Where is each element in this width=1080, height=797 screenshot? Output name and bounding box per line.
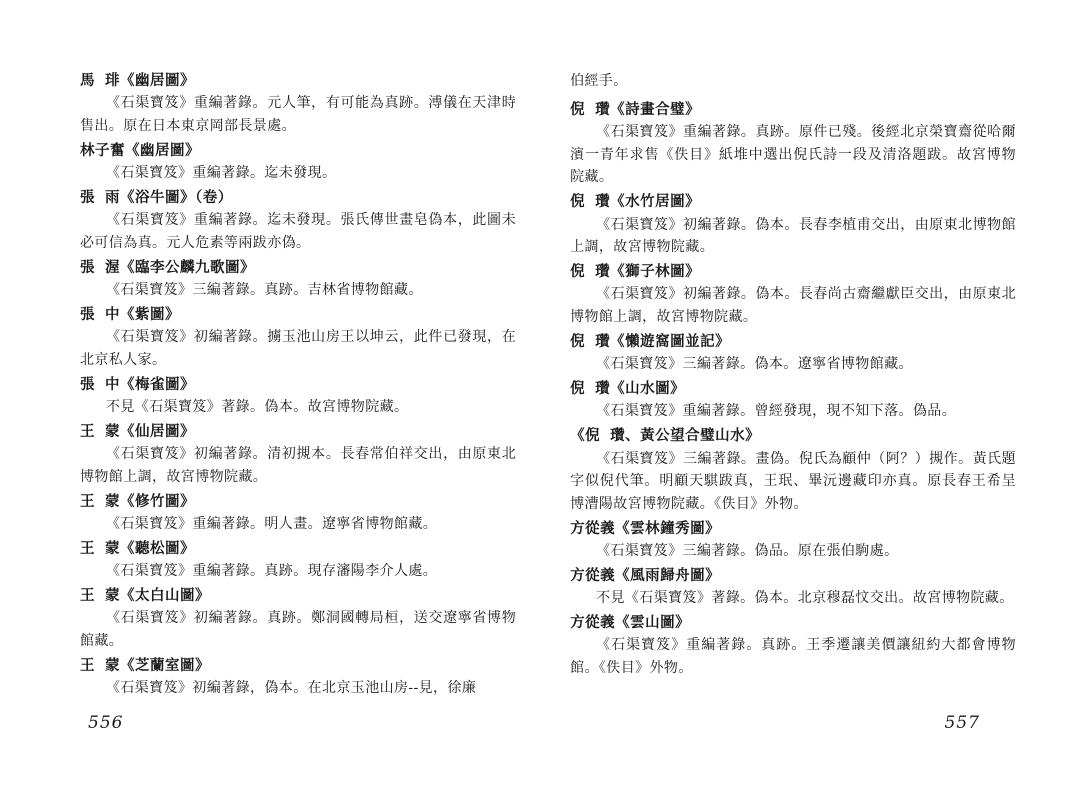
entry-heading [80,491,520,513]
continued-text: 伯經手。 [570,73,628,89]
entry-note: 《石渠寶笈》重編著錄。真跡。現存瀋陽李介人處。 [106,563,438,580]
painter-name: 張 [80,188,95,206]
catalog-entry [570,518,1020,563]
painter-name: 方從義 [570,519,616,537]
work-title: 蒙《仙居圖》 [105,422,195,440]
catalog-entry [570,378,1020,423]
entry-heading [570,518,1020,540]
page-number-left: 556 [88,713,124,733]
catalog-entry [570,261,1020,329]
catalog-entry [80,538,520,583]
entry-heading [570,99,1020,121]
painter-name: 倪 [570,332,586,350]
entry-heading [570,378,1020,400]
entry-heading [80,140,520,162]
work-title: 瓚《山水圖》 [595,379,686,397]
entry-heading [80,585,520,607]
painter-name: 張 [80,375,95,393]
entry-note: 《石渠寶笈》三編著錄。偽品。原在張伯駒處。 [596,543,899,560]
work-title: 琲《幽居圖》 [105,72,195,89]
catalog-entry [80,491,520,536]
painter-name: 王 [80,656,95,674]
catalog-entry [570,612,1020,680]
painter-name: 倪 [570,379,586,397]
catalog-entry [570,565,1020,610]
entry-note: 不見《石渠寶笈》著錄。偽本。故宮博物院藏。 [106,399,409,416]
painter-name: 《倪 [570,427,601,445]
catalog-entry [570,425,1020,515]
painter-name: 方從義 [570,566,616,584]
painter-name: 馬 [80,72,95,89]
painter-name: 王 [80,422,95,440]
entry-note: 《石渠寶笈》重編著錄。迄未發現。 [106,165,337,182]
work-title: 瓚《獅子林圖》 [595,262,701,280]
painter-name: 王 [80,492,95,510]
work-title: 《雲山圖》 [615,613,691,631]
work-title: 蒙《修竹圖》 [105,492,195,510]
entry-heading [80,257,520,279]
entry-heading [570,565,1020,587]
work-title: 瓚《懶遊窩圖並記》 [595,332,731,350]
entry-note: 《石渠寶笈》初編著錄。真跡。鄭洞國轉局桓，送交遼寧省博物館藏。 [80,610,517,650]
entry-heading [570,612,1020,634]
work-title: 中《梅雀圖》 [105,375,195,393]
entry-heading [80,70,520,92]
entry-heading [80,304,520,326]
entry-note: 《石渠寶笈》重編著錄。真跡。原件已殘。後經北京榮寶齋從哈爾濱一青年求售《佚目》紙堆中選出倪氏詩一段及清洛題跋。故宮博物院藏。 [570,124,1016,186]
entry-note: 《石渠寶笈》初編著錄。偽本。長春尚古齋繼獻臣交出，由原東北博物館上調，故宮博物院藏。 [570,286,1016,326]
painter-name: 方從義 [570,613,616,631]
catalog-entry [80,257,520,302]
left-page-column [60,70,520,757]
entry-note: 《石渠寶笈》初編著錄。偽本。長春李植甫交出，由原東北博物館上調，故宮博物院藏。 [570,216,1016,256]
entry-note: 《石渠寶笈》初編著錄。清初摫本。長春常伯祥交出，由原東北博物館上調，故宮博物院藏。 [80,446,517,485]
entry-heading [570,261,1020,283]
painter-name: 張 [80,305,95,323]
catalog-entry [80,304,520,372]
catalog-entry [80,421,520,489]
right-page-column [560,70,1020,757]
painter-name: 王 [80,586,95,604]
painter-name: 張 [80,258,95,276]
catalog-entry [80,585,520,653]
entry-heading [80,655,520,677]
entry-heading [570,191,1020,213]
entry-note: 《石渠寶笈》重編著錄。明人畫。遼寧省博物館藏。 [106,516,438,533]
entry-heading [570,425,1020,447]
painter-name: 倪 [570,262,586,280]
page-number-right: 557 [944,713,980,733]
entry-note: 不見《石渠寶笈》著錄。偽本。北京穆磊忟交出。故宮博物院藏。 [596,590,1014,607]
painter-name: 王 [80,539,95,557]
entry-note: 《石渠寶笈》重編著錄。元人筆，有可能為真跡。溥儀在天津時售出。原在日本東京岡部長景處。 [80,95,517,135]
painter-name: 倪 [570,193,586,211]
catalog-entry [80,374,520,419]
work-title: 瓚、黃公望合璧山水》 [610,427,761,445]
entry-note: 《石渠寶笈》三編著錄。真跡。吉林省博物館藏。 [106,282,423,299]
work-title: 中《紫圖》 [105,305,180,323]
entry-heading [570,331,1020,353]
entry-heading [80,187,520,209]
entry-heading [80,374,520,396]
entry-note: 《石渠寶笈》初編著錄。擄玉池山房王以坤云，此件已發現，在北京私人家。 [80,329,517,369]
work-title: 渥《臨李公麟九歌圖》 [105,258,255,276]
entry-note: 《石渠寶笈》初編著錄，偽本。在北京玉池山房--見，徐廉 [106,680,477,697]
catalog-entry [570,99,1020,189]
work-title: 瓚《水竹居圖》 [595,193,701,211]
work-title: 雨《浴牛圖》（卷） [105,188,233,206]
catalog-entry [570,191,1020,259]
catalog-entry [80,655,520,700]
entry-heading [80,421,520,443]
catalog-entry [80,187,520,255]
work-title: 《風雨歸舟圖》 [615,566,721,584]
catalog-entry [570,331,1020,376]
work-title: 瓚《詩畫合璧》 [595,100,701,118]
work-title: 《雲林鐘秀圖》 [615,519,721,537]
work-title: 《幽居圖》 [125,141,200,159]
painter-name: 倪 [570,100,586,118]
entry-note: 《石渠寶笈》三編著錄。畫偽。倪氏為顧仲（阿？）摫作。黃氏題字似倪代筆。明顧天騏跋真，王珉、畢沅邊藏印亦真。原長春王希呈博漕陽故宮博物院藏。《佚目》外物。 [570,450,1016,512]
catalog-entry [80,70,520,138]
work-title: 蒙《太白山圖》 [105,586,210,604]
entry-note: 《石渠寶笈》重編著錄。真跡。王季遷讓美價讓紐約大都會博物館。《佚目》外物。 [570,637,1016,676]
work-title: 蒙《芝蘭室圖》 [105,656,210,674]
entry-note: 《石渠寶笈》重編著錄。曾經發現，現不知下落。偽品。 [596,403,957,420]
work-title: 蒙《聽松圖》 [105,539,195,557]
entry-note: 《石渠寶笈》重編著錄。迄未發現。張氏傳世畫皂偽本，此圖未必可信為真。元人危素等兩跋亦偽。 [80,212,517,252]
entry-note: 《石渠寶笈》三編著錄。偽本。遼寧省博物館藏。 [596,356,913,373]
catalog-entry [80,140,520,185]
painter-name: 林子奮 [80,141,125,159]
entry-heading [80,538,520,560]
